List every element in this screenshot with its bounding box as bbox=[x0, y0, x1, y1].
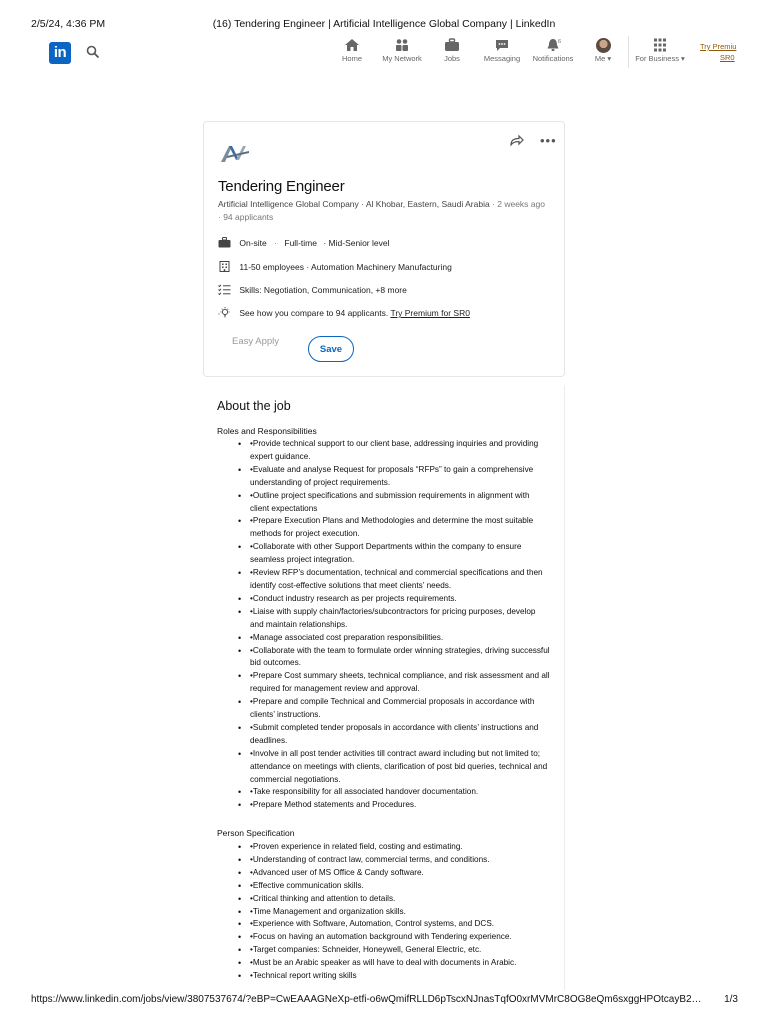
list-item: • •Prepare Method statements and Procedures. bbox=[240, 799, 550, 812]
easy-apply-button[interactable]: Easy Apply bbox=[232, 336, 279, 347]
nav-jobs[interactable] bbox=[426, 38, 478, 63]
nav-my-network-label: My Network bbox=[382, 54, 422, 63]
seniority-level: · Mid-Senior level bbox=[323, 238, 390, 248]
nav-home-label: Home bbox=[341, 54, 362, 63]
job-card bbox=[203, 121, 565, 377]
briefcase-icon bbox=[218, 237, 231, 248]
list-item: • •Experience with Software, Automation, Control systems, and DCS. bbox=[240, 918, 550, 931]
list-item: • •Take responsibility for all associated handover documentation. bbox=[240, 786, 550, 799]
more-options-icon[interactable]: ••• bbox=[540, 133, 557, 148]
about-heading: About the job bbox=[217, 399, 291, 413]
list-item: • •Conduct industry research as per projects requirements. bbox=[240, 593, 550, 606]
list-item: • •Prepare Execution Plans and Methodologies and determine the most suitable methods for project execution. bbox=[240, 515, 550, 541]
nav-messaging-label: Messaging bbox=[483, 54, 521, 63]
list-item: • •Prepare and compile Technical and Commercial proposals in accordance with clients’ instructions. bbox=[240, 696, 550, 722]
try-premium-line2: SR0 bbox=[720, 53, 735, 62]
nav-for-business-label: For Business ▾ bbox=[635, 54, 685, 63]
company-name[interactable]: Artificial Intelligence Global Company bbox=[218, 199, 359, 209]
try-premium-line1: Try Premiu bbox=[700, 42, 737, 51]
list-item: • •Target companies: Schneider, Honeywell, General Electric, etc. bbox=[240, 944, 550, 957]
roles-heading: Roles and Responsibilities bbox=[217, 426, 317, 436]
job-title: Tendering Engineer bbox=[218, 178, 345, 195]
person-list bbox=[240, 841, 550, 983]
posted-time: · 2 weeks ago bbox=[489, 199, 545, 209]
notification-badge: 6 bbox=[558, 39, 562, 45]
print-url: https://www.linkedin.com/jobs/view/3807537674/?eBP=CwEAAAGNeXp-etfi-o6wQmifRLLD6pTscxNJnasTqfO0xrMVMrC8OG8eQm6sxggHPOtcayB2… bbox=[31, 994, 702, 1005]
lightbulb-icon bbox=[218, 307, 231, 318]
nav-me-label: Me ▾ bbox=[594, 54, 612, 63]
network-icon bbox=[394, 38, 410, 52]
list-item: • •Effective communication skills. bbox=[240, 880, 550, 893]
skills-row[interactable] bbox=[218, 284, 407, 295]
list-item: • •Outline project specifications and submission requirements in alignment with client expectations bbox=[240, 490, 550, 516]
list-item: • •Technical report writing skills bbox=[240, 970, 550, 983]
list-item: • •Must be an Arabic speaker as will have to deal with documents in Arabic. bbox=[240, 957, 550, 970]
nav-notifications-label: Notifications bbox=[532, 54, 574, 63]
try-premium-link[interactable] bbox=[700, 41, 736, 63]
print-page-count: 1/3 bbox=[724, 994, 738, 1005]
top-nav bbox=[0, 36, 768, 72]
list-item: • •Collaborate with the team to formulate order winning strategies, driving successful bid outcomes. bbox=[240, 645, 550, 671]
list-item: • •Provide technical support to our client base, addressing inquiries and providing expert guidance. bbox=[240, 438, 550, 464]
print-header bbox=[0, 18, 768, 32]
list-item: • •Focus on having an automation background with Tendering experience. bbox=[240, 931, 550, 944]
grid-icon bbox=[652, 38, 668, 52]
about-the-job bbox=[203, 385, 565, 990]
job-location: · Al Khobar, Eastern, Saudi Arabia bbox=[358, 199, 490, 209]
company-logo[interactable] bbox=[219, 142, 251, 164]
company-info-row bbox=[218, 261, 452, 272]
company-info: 11-50 employees · Automation Machinery Manufacturing bbox=[239, 262, 452, 272]
linkedin-logo[interactable]: in bbox=[49, 42, 71, 64]
roles-list bbox=[240, 438, 550, 812]
skills-text: Skills: Negotiation, Communication, +8 more bbox=[239, 285, 407, 295]
nav-for-business[interactable] bbox=[634, 38, 686, 63]
compare-row bbox=[218, 307, 470, 318]
avatar bbox=[596, 38, 611, 53]
save-button[interactable]: Save bbox=[308, 336, 354, 362]
list-item: • •Submit completed tender proposals in accordance with clients’ instructions and deadlines. bbox=[240, 722, 550, 748]
list-item: • •Understanding of contract law, commercial terms, and conditions. bbox=[240, 854, 550, 867]
list-item: • •Manage associated cost preparation responsibilities. bbox=[240, 632, 550, 645]
nav-me[interactable] bbox=[577, 38, 629, 63]
list-item: • •Collaborate with other Support Departments within the company to ensure seamless project integration. bbox=[240, 541, 550, 567]
nav-jobs-label: Jobs bbox=[444, 54, 460, 63]
nav-my-network[interactable] bbox=[376, 38, 428, 63]
list-item: • •Review RFP’s documentation, technical and commercial specifications and then identify cost-effective solutions that meet clients’ needs. bbox=[240, 567, 550, 593]
checklist-icon bbox=[218, 284, 231, 295]
job-type-row: On-site · Full-time · Mid-Senior level bbox=[218, 237, 389, 248]
list-item: • •Prepare Cost summary sheets, technical compliance, and risk assessment and all required for management review and approval. bbox=[240, 670, 550, 696]
job-meta bbox=[218, 198, 553, 224]
share-icon[interactable] bbox=[510, 134, 524, 146]
list-item: • •Liaise with supply chain/factories/subcontractors for pricing purposes, develop and maintain relationships. bbox=[240, 606, 550, 632]
premium-link[interactable]: Try Premium for SR0 bbox=[390, 308, 470, 318]
home-icon bbox=[344, 38, 360, 52]
nav-home[interactable] bbox=[326, 38, 378, 63]
employment-type: Full-time bbox=[284, 238, 317, 248]
nav-notifications[interactable] bbox=[527, 38, 579, 63]
search-icon[interactable] bbox=[86, 45, 100, 59]
list-item: • •Time Management and organization skills. bbox=[240, 906, 550, 919]
list-item: • •Proven experience in related field, costing and estimating. bbox=[240, 841, 550, 854]
list-item: • •Advanced user of MS Office & Candy software. bbox=[240, 867, 550, 880]
list-item: • •Evaluate and analyse Request for proposals “RFPs” to gain a comprehensive understanding of project requirements. bbox=[240, 464, 550, 490]
briefcase-icon bbox=[444, 38, 460, 52]
nav-divider bbox=[628, 36, 629, 68]
print-date: 2/5/24, 4:36 PM bbox=[31, 18, 106, 30]
messaging-icon bbox=[494, 38, 510, 52]
building-icon bbox=[218, 261, 231, 272]
nav-messaging[interactable] bbox=[476, 38, 528, 63]
print-title: (16) Tendering Engineer | Artificial Intelligence Global Company | LinkedIn bbox=[212, 18, 556, 30]
list-item: • •Critical thinking and attention to details. bbox=[240, 893, 550, 906]
compare-text: See how you compare to 94 applicants. bbox=[239, 308, 389, 318]
person-heading: Person Specification bbox=[217, 828, 295, 838]
list-item: • •Involve in all post tender activities till contract award including but not limited to; attendance on meetings with clients, clarification of post bid queries, technical and commercial negotiations. bbox=[240, 748, 550, 787]
applicant-count: · 94 applicants bbox=[218, 212, 274, 222]
workplace-type: On-site bbox=[239, 238, 267, 248]
